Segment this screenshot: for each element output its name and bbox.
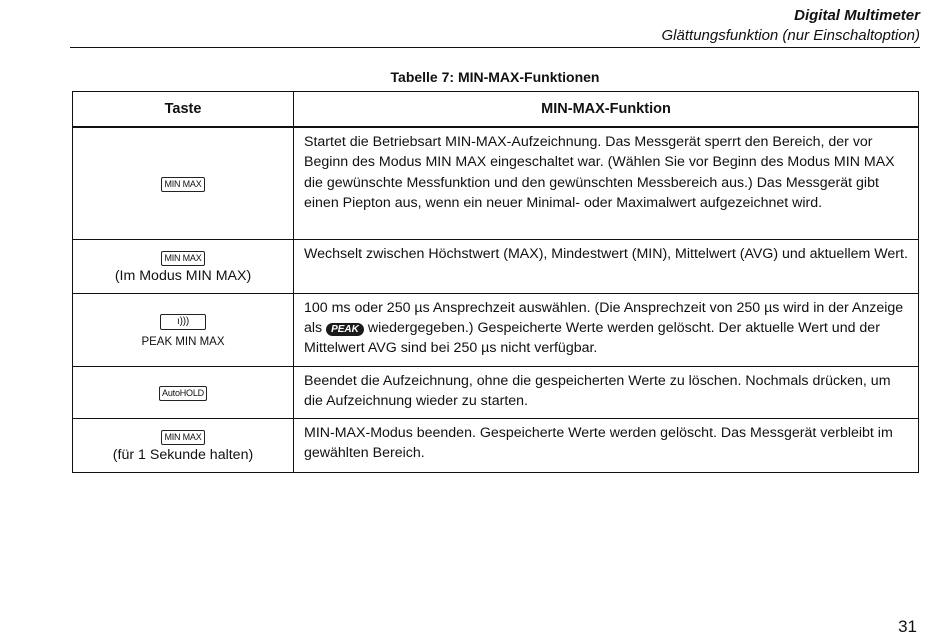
autohold-key-icon: AutoHOLD — [159, 386, 207, 401]
document-title: Digital Multimeter — [794, 7, 920, 24]
description-text: 100 ms oder 250 µs Ansprechzeit auswählen. (Die Ansprechzeit von 250 µs wird in der Anzeige als — [304, 299, 904, 336]
column-header-function: MIN-MAX-Funktion — [294, 92, 919, 128]
key-cell — [73, 127, 294, 239]
table-row — [73, 366, 919, 418]
table-caption: Tabelle 7: MIN-MAX-Funktionen — [390, 69, 600, 85]
header-divider — [70, 47, 920, 48]
table-header-row — [73, 92, 919, 128]
table-row — [73, 127, 919, 239]
section-title: Glättungsfunktion (nur Einschaltoption) — [661, 27, 920, 44]
key-note: (Im Modus MIN MAX) — [114, 267, 252, 284]
function-description — [294, 293, 919, 366]
key-cell — [73, 293, 294, 366]
function-description: Beendet die Aufzeichnung, ohne die gespeicherten Werte zu löschen. Nochmals drücken, um die Aufzeichnung wieder zu starten. — [294, 366, 919, 418]
min-max-key-icon: MIN MAX — [161, 430, 204, 445]
min-max-key-icon: MIN MAX — [161, 177, 204, 192]
page-number: 31 — [898, 617, 917, 636]
column-header-key: Taste — [73, 92, 294, 128]
min-max-functions-table — [72, 91, 919, 473]
function-description: MIN-MAX-Modus beenden. Gespeicherte Werte werden gelöscht. Das Messgerät verbleibt im gewählten Bereich. — [294, 418, 919, 472]
key-cell — [73, 239, 294, 293]
key-cell — [73, 418, 294, 472]
table-row — [73, 418, 919, 472]
table-row — [73, 239, 919, 293]
table-row — [73, 293, 919, 366]
key-note: (für 1 Sekunde halten) — [112, 446, 254, 463]
peak-indicator-icon: PEAK — [326, 323, 364, 336]
function-description: Startet die Betriebsart MIN-MAX-Aufzeichnung. Das Messgerät sperrt den Bereich, der vor Beginn des Modus MIN MAX eingeschaltet war. (Wählen Sie vor Beginn des Modus MIN MAX die gewünschte Messfunktion und den gewünschten Messbereich aus.) Das Messgerät gibt einen Piepton aus, wenn ein neuer Minimal- oder Maximalwert aufgezeichnet wird. — [294, 127, 919, 239]
key-note: PEAK MIN MAX — [141, 335, 225, 348]
description-text: wiedergegeben.) Gespeicherte Werte werden gelöscht. Der aktuelle Wert und der Mittelwert AVG sind bei 250 µs nicht verfügbar. — [304, 319, 880, 357]
min-max-key-icon: MIN MAX — [161, 251, 204, 266]
key-cell — [73, 366, 294, 418]
beeper-key-icon: ı))) — [160, 314, 206, 330]
function-description: Wechselt zwischen Höchstwert (MAX), Mindestwert (MIN), Mittelwert (AVG) und aktuellem Wert. — [294, 239, 919, 293]
